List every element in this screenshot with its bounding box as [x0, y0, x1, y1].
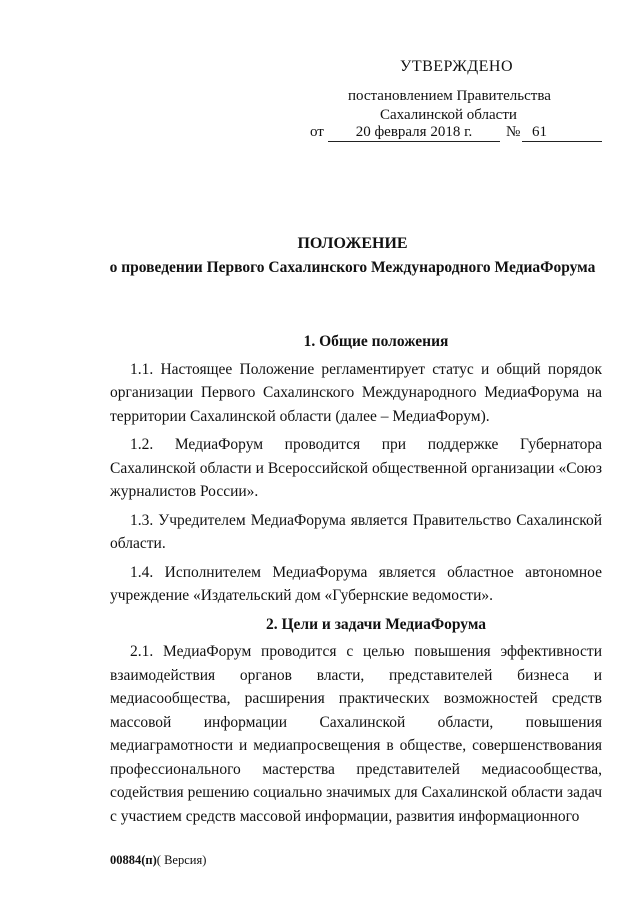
document-body	[110, 330, 602, 833]
paragraph: 1.4. Исполнителем МедиаФорума является областное автономное учреждение «Издательский дом «Губернские ведомости».	[110, 563, 602, 604]
approval-title: УТВЕРЖДЕНО	[400, 58, 514, 75]
footer-code: 00884(п)	[110, 853, 157, 867]
paragraph: 1.3. Учредителем МедиаФорума является Правительство Сахалинской области.	[110, 511, 602, 552]
approval-line-1: постановлением Правительства	[348, 88, 551, 104]
decree-line	[310, 124, 600, 144]
footer-version-label: ( Версия)	[156, 853, 207, 867]
decree-date: 20 февраля 2018 г.	[328, 124, 500, 142]
section-heading: 2. Цели и задачи МедиаФорума	[265, 615, 487, 633]
paragraph: 2.1. МедиаФорум проводится с целью повышения эффективности взаимодействия органов власти, представителей бизнеса и медиасообщества, расширения практических возможностей средств массовой информации Сахалинской области, повышения медиаграмотности и медиапросвещения в обществе, совершенствования профессионального мастерства представителей медиасообщества, содействия решению социально значимых для Сахалинской области задач с участием средств массовой информации, развития информационного	[110, 643, 602, 825]
decree-number: 61	[522, 124, 602, 142]
footer-version	[110, 853, 206, 868]
document-title: ПОЛОЖЕНИЕ	[297, 235, 408, 252]
decree-from-label: от	[310, 124, 324, 140]
section-heading: 1. Общие положения	[303, 333, 449, 350]
approval-line-2: Сахалинской области	[380, 107, 517, 123]
document-subtitle: о проведении Первого Сахалинского Международного МедиаФорума	[109, 259, 596, 276]
decree-number-label: №	[506, 124, 521, 140]
paragraph: 1.2. МедиаФорум проводится при поддержке Губернатора Сахалинской области и Всероссийской общественной организации «Союз журналистов России».	[110, 436, 602, 500]
paragraph: 1.1. Настоящее Положение регламентирует статус и общий порядок организации Первого Сахалинского Международного МедиаФорума на территории Сахалинской области (далее – МедиаФорум).	[110, 360, 602, 425]
